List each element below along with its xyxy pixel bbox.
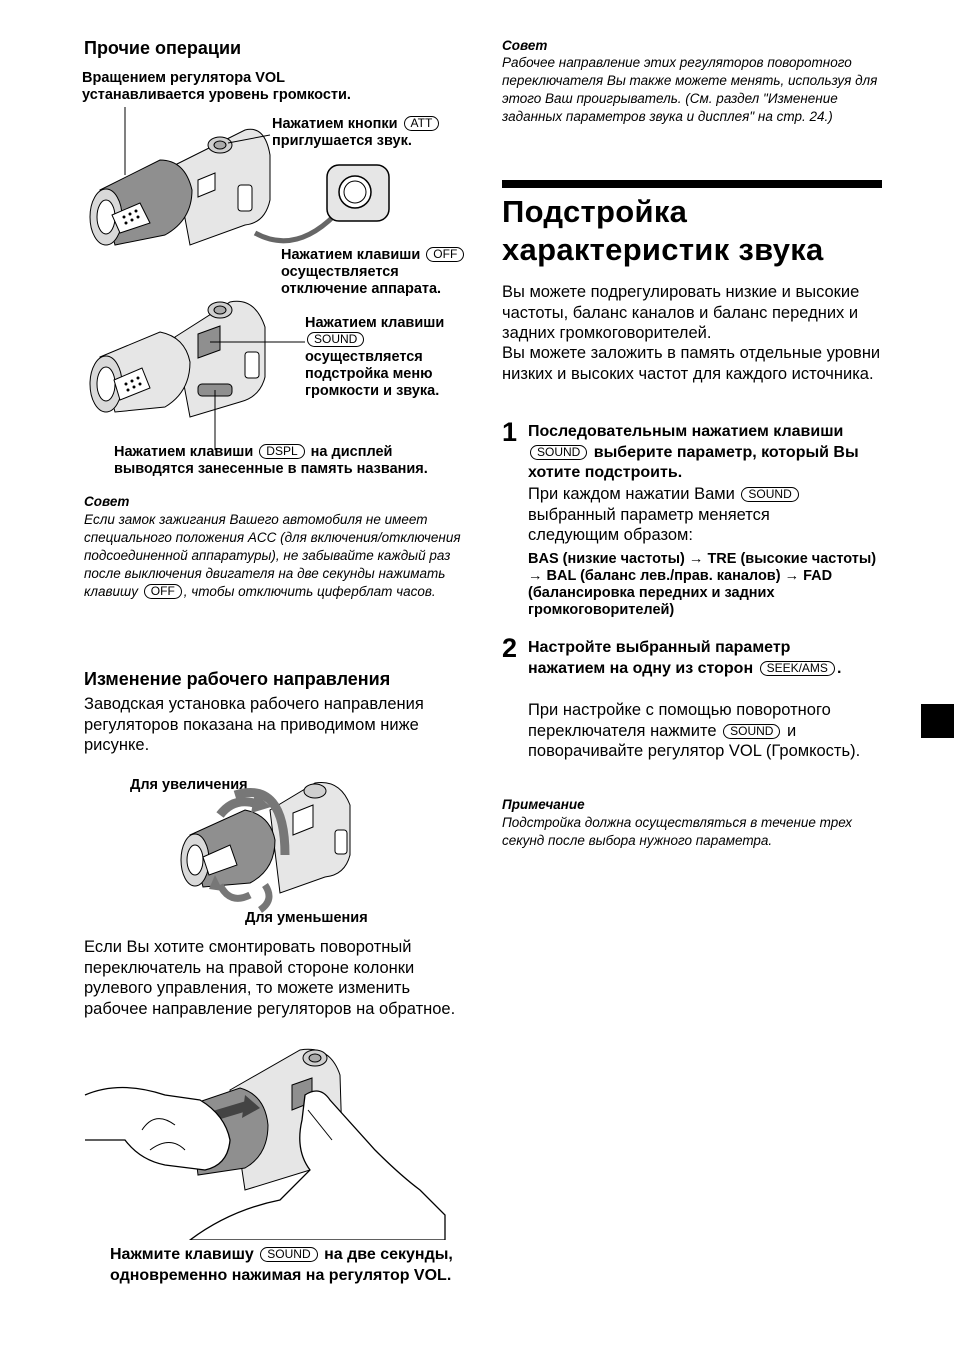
- step-2-heading-dot: .: [836, 659, 842, 677]
- tip-text-right: Рабочее направление этих регуляторов поворотного переключателя Вы также можете менять, используя для этого Ваш проигрыватель. (См. раздел "Изменение заданных параметров звука и дисплея" на стр. 24.): [502, 55, 878, 124]
- other-operations-heading: Прочие операции: [84, 38, 242, 58]
- note-heading: Примечание: [502, 797, 585, 812]
- step-2-body-pre: При настройке с помощью поворотного переключателя нажмите: [528, 701, 831, 740]
- seq-bas: BAS (низкие частоты): [528, 551, 685, 567]
- sound-callout-post: осуществляется подстройка меню громкости и звука.: [305, 349, 440, 399]
- dspl-key: DSPL: [259, 444, 304, 459]
- seq-arrow-icon: →: [688, 551, 704, 567]
- step-2-number: 2: [502, 633, 518, 663]
- dspl-callout-post: на дисплей выводятся занесенные в память названия.: [114, 444, 428, 477]
- step-1-body-sound-key: SOUND: [741, 487, 798, 502]
- step-1-sound-key: SOUND: [530, 445, 587, 460]
- step-1-heading: [528, 422, 888, 484]
- step-2-heading-text: Настройте выбранный параметр нажатием на одну из сторон: [528, 639, 791, 677]
- step-2-body-post: и поворачивайте регулятор VOL (Громкость).: [528, 721, 861, 760]
- intro-paragraph-1: Вы можете подрегулировать низкие и высокие частоты, баланс каналов и баланс передних и задних громкоговорителей.: [502, 283, 860, 342]
- step-1-body-pre: При каждом нажатии Вами: [528, 485, 735, 503]
- off-callout-post: осуществляется отключение аппарата.: [281, 264, 442, 297]
- note-text: Подстройка должна осуществляться в течение трех секунд после выбора нужного параметра.: [502, 815, 852, 848]
- att-callout-pre: Нажатием кнопки: [272, 116, 398, 132]
- press-sound-key: SOUND: [260, 1247, 317, 1262]
- seq-arrow-icon: →: [528, 568, 543, 584]
- step-1-number: 1: [502, 417, 518, 447]
- step-1-heading-post: выберите параметр, который Вы хотите подстроить.: [528, 443, 859, 481]
- tip-text-post: , чтобы отключить циферблат часов.: [183, 584, 436, 599]
- seek-ams-key: SEEK/AMS: [760, 661, 835, 676]
- press-instruction-post: на две секунды, одновременно нажимая на регулятор VOL.: [110, 1246, 453, 1284]
- att-key: ATT: [404, 116, 440, 131]
- section-title: Подстройка характеристик звука: [502, 194, 824, 267]
- seq-arrow-icon: →: [784, 568, 800, 584]
- step-2-sound-key: SOUND: [723, 724, 780, 739]
- press-instruction: [110, 1245, 455, 1286]
- sound-callout: [305, 315, 470, 400]
- dspl-callout-pre: Нажатием клавиши: [114, 444, 254, 460]
- press-instruction-pre: Нажмите клавишу: [110, 1246, 254, 1263]
- step-2-body: [528, 700, 878, 762]
- step-1-heading-pre: Последовательным нажатием клавиши: [528, 423, 844, 440]
- tip-text-left: [84, 511, 469, 601]
- rotation-direction-diagram: [175, 775, 375, 915]
- page-edge-tab: [921, 704, 954, 738]
- tip-heading-left: Совет: [84, 494, 130, 509]
- seq-tre: TRE (высокие частоты): [707, 551, 877, 567]
- tip-heading-right: Совет: [502, 38, 548, 53]
- dspl-callout: [114, 444, 474, 478]
- step-1-body-post: выбранный параметр меняется следующим образом:: [528, 505, 770, 544]
- sound-callout-pre: Нажатием клавиши: [305, 315, 445, 331]
- vol-callout: Вращением регулятора VOL устанавливается уровень громкости.: [82, 70, 351, 103]
- seq-bal: BAL (баланс лев./прав. каналов): [546, 568, 781, 584]
- tip-off-key: OFF: [144, 584, 182, 599]
- off-callout: [281, 247, 471, 298]
- rotary-commander-diagram-2: [80, 292, 310, 452]
- hand-press-diagram: [80, 1040, 450, 1240]
- step-1-body: [528, 484, 858, 546]
- tip-text-pre: Если замок зажигания Вашего автомобиля не имеет специального положения ACC (для включения/отключения подсоединенной аппаратуры), не забывайте каждый раз после выключения двигателя на две секунды нажимать клавишу: [84, 512, 461, 599]
- decrease-label: Для уменьшения: [245, 910, 368, 926]
- step-2-heading: [528, 638, 868, 679]
- seq-fad: FAD (балансировка передних и задних громкоговорителей): [528, 568, 833, 618]
- off-key: OFF: [426, 247, 464, 262]
- direction-heading: Изменение рабочего направления: [84, 669, 391, 689]
- parameter-sequence: [528, 551, 888, 619]
- increase-label: Для увеличения: [130, 777, 248, 793]
- sound-key: SOUND: [307, 332, 364, 347]
- intro-paragraph-2: Вы можете заложить в память отдельные уровни низких и высоких частот для каждого источника.: [502, 344, 881, 383]
- mount-text: Если Вы хотите смонтировать поворотный переключатель на правой стороне колонки рулевого управления, то можете изменить рабочее направление регуляторов на обратное.: [84, 938, 456, 1018]
- off-callout-pre: Нажатием клавиши: [281, 247, 421, 263]
- direction-text: Заводская установка рабочего направления регуляторов показана на приводимом ниже рисунке.: [84, 695, 424, 754]
- att-callout-post: приглушается звук.: [272, 133, 412, 149]
- section-rule: [502, 180, 882, 188]
- rotary-commander-diagram-1: [80, 105, 400, 265]
